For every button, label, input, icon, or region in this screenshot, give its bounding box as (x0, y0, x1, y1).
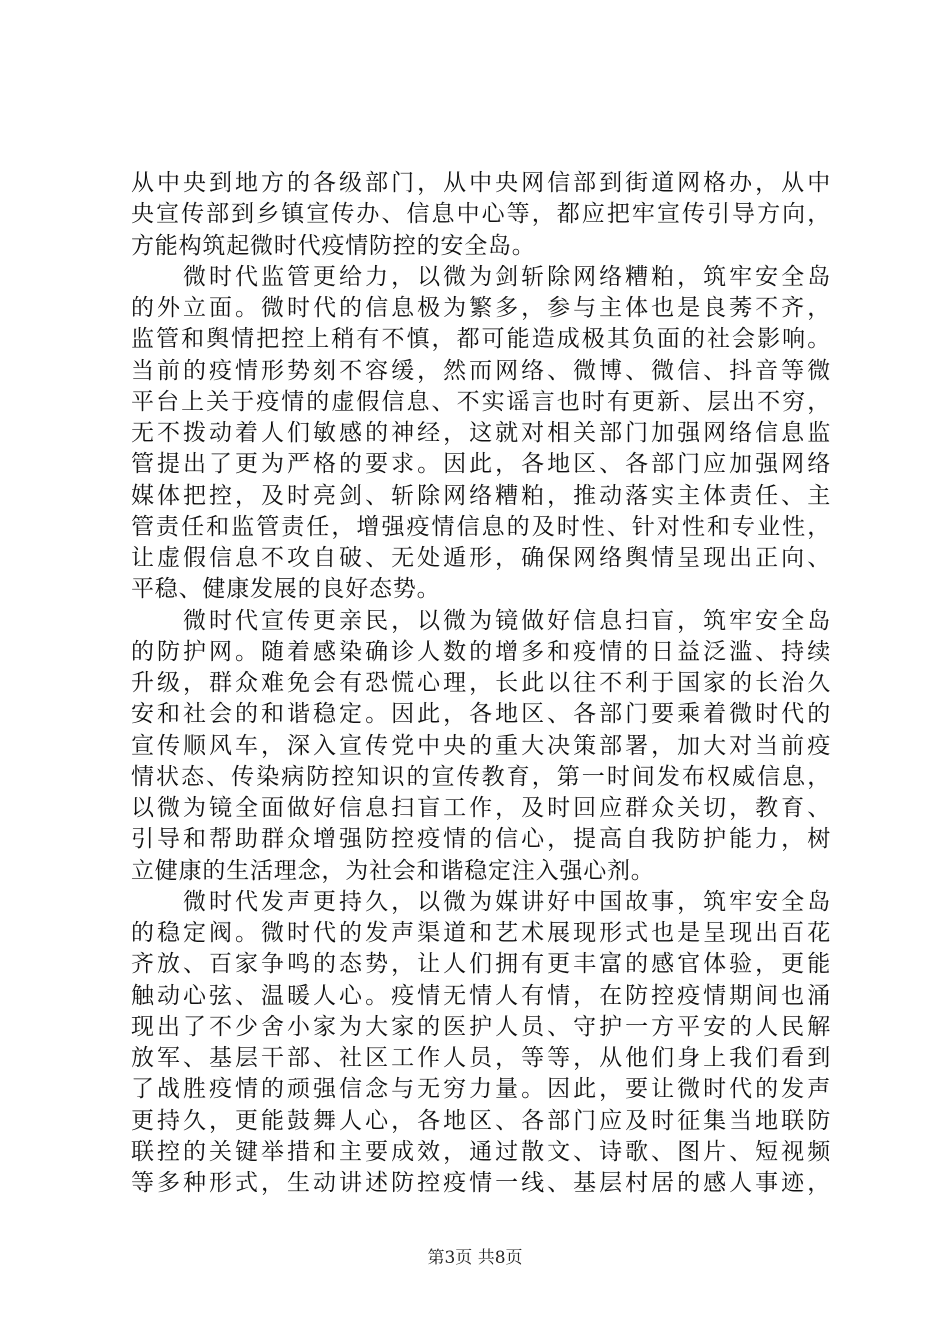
text-line: 平稳、健康发展的良好态势。 (131, 576, 441, 603)
text-line: 更持久，更能鼓舞人心，各地区、各部门应及时征集当地联防 (131, 1107, 831, 1134)
text-line: 的外立面。微时代的信息极为繁多，参与主体也是良莠不齐， (131, 295, 831, 321)
text-line: 等多种形式，生动讲述防控疫情一线、基层村居的感人事迹， (131, 1170, 831, 1196)
document-body (131, 168, 831, 1199)
text-line: 了战胜疫情的顽强信念与无穷力量。因此，要让微时代的发声 (131, 1076, 831, 1103)
text-line: 微时代发声更持久，以微为媒讲好中国故事，筑牢安全岛 (131, 888, 831, 915)
text-line: 无不拨动着人们敏感的神经，这就对相关部门加强网络信息监 (131, 420, 831, 446)
text-line: 监管和舆情把控上稍有不慎，都可能造成极其负面的社会影响。 (131, 326, 831, 353)
text-line: 管责任和监管责任，增强疫情信息的及时性、针对性和专业性， (131, 513, 831, 540)
text-line: 宣传顺风车，深入宣传党中央的重大决策部署，加大对当前疫 (131, 732, 831, 759)
text-line: 微时代宣传更亲民，以微为镜做好信息扫盲，筑牢安全岛 (131, 607, 831, 634)
text-line: 让虚假信息不攻自破、无处遁形，确保网络舆情呈现出正向、 (131, 545, 831, 571)
page-number-footer: 第3页 共8页 (427, 1248, 523, 1268)
text-line: 当前的疫情形势刻不容缓，然而网络、微博、微信、抖音等微 (131, 357, 831, 384)
text-line: 从中央到地方的各级部门，从中央网信部到街道网格办，从中 (131, 170, 831, 196)
text-line: 平台上关于疫情的虚假信息、不实谣言也时有更新、层出不穷， (131, 388, 831, 415)
text-line: 管提出了更为严格的要求。因此，各地区、各部门应加强网络 (131, 451, 831, 478)
text-line: 央宣传部到乡镇宣传办、信息中心等，都应把牢宣传引导方向， (131, 201, 831, 228)
text-line: 情状态、传染病防控知识的宣传教育，第一时间发布权威信息， (131, 763, 831, 790)
text-line: 以微为镜全面做好信息扫盲工作，及时回应群众关切，教育、 (131, 795, 831, 821)
text-line: 现出了不少舍小家为大家的医护人员、守护一方平安的人民解 (131, 1013, 831, 1040)
text-line: 触动心弦、温暖人心。疫情无情人有情，在防控疫情期间也涌 (131, 982, 831, 1009)
text-line: 放军、基层干部、社区工作人员，等等，从他们身上我们看到 (131, 1045, 831, 1071)
text-line: 的防护网。随着感染确诊人数的增多和疫情的日益泛滥、持续 (131, 638, 831, 665)
text-line: 齐放、百家争鸣的态势，让人们拥有更丰富的感官体验，更能 (131, 951, 831, 978)
text-line: 引导和帮助群众增强防控疫情的信心，提高自我防护能力，树 (131, 826, 831, 853)
text-line: 安和社会的和谐稳定。因此，各地区、各部门要乘着微时代的 (131, 701, 831, 728)
text-line: 立健康的生活理念，为社会和谐稳定注入强心剂。 (131, 857, 655, 884)
text-line: 方能构筑起微时代疫情防控的安全岛。 (131, 232, 536, 259)
text-line: 媒体把控，及时亮剑、斩除网络糟粕，推动落实主体责任、主 (131, 482, 831, 509)
text-line: 升级，群众难免会有恐慌心理，长此以往不利于国家的长治久 (131, 670, 831, 696)
text-line: 联控的关键举措和主要成效，通过散文、诗歌、图片、短视频 (131, 1138, 831, 1165)
text-line: 的稳定阀。微时代的发声渠道和艺术展现形式也是呈现出百花 (131, 920, 831, 946)
text-line: 微时代监管更给力，以微为剑斩除网络糟粕，筑牢安全岛 (131, 263, 831, 290)
